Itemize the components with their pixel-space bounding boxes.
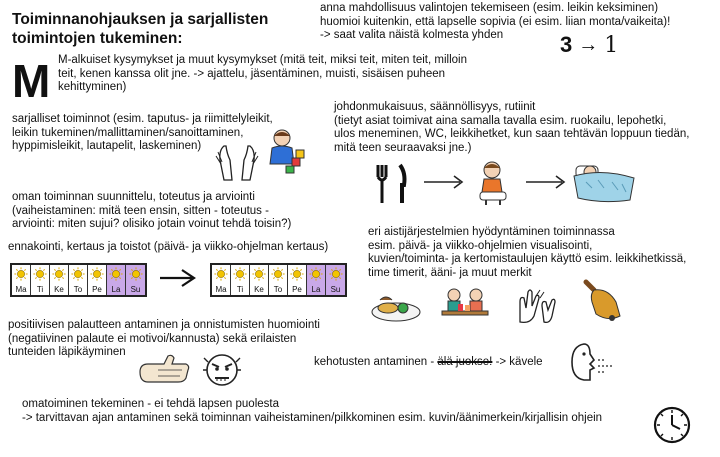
food-plate-icon: [370, 288, 422, 324]
struck-command: älä juokse!: [437, 356, 493, 368]
sun-icon: [329, 267, 343, 281]
day-label: Pe: [292, 285, 302, 294]
day-label: Ti: [236, 285, 244, 294]
sun-icon: [271, 267, 285, 281]
day-cell: [307, 265, 326, 295]
independent-text: omatoiminen tekeminen - ei tehdä lapsen puolesta -> tarvittavan ajan antaminen sekä toiminnan vaiheistaminen/pilkkominen esim. kuvin/äänimerkein/kirjallisin ohjein: [22, 398, 603, 424]
sun-icon: [71, 267, 85, 281]
number-three: 3: [560, 32, 573, 57]
day-label: Ma: [215, 285, 227, 294]
week-schedule-after: [210, 263, 347, 297]
sun-icon: [252, 267, 266, 281]
encouragement-label: kehotusten antaminen -: [314, 356, 438, 368]
sun-icon: [90, 267, 104, 281]
page-title: Toiminnanohjauksen ja sarjallisten toimintojen tukeminen:: [12, 11, 269, 47]
day-label: Ti: [36, 285, 44, 294]
sun-icon: [129, 267, 143, 281]
day-label: Ke: [54, 285, 64, 294]
day-label: La: [111, 285, 121, 294]
day-cell: [288, 265, 307, 295]
day-cell: [50, 265, 69, 295]
day-cell: [269, 265, 288, 295]
day-label: To: [273, 285, 283, 294]
day-label: Pe: [92, 285, 102, 294]
day-cell: [212, 265, 231, 295]
day-label: Ke: [254, 285, 264, 294]
sun-icon: [14, 267, 28, 281]
sun-icon: [52, 267, 66, 281]
day-cell: [250, 265, 269, 295]
letter-m-icon: M: [12, 55, 51, 107]
senses-text: eri aistijärjestelmien hyödyntäminen toiminnassa esim. päivä- ja viikko-ohjelmien visualisointi, kuvien/toiminta- ja kertomistaulujen käyttö esim. leikkihetkissä, time timerit, ääni- ja muut merkit: [368, 226, 687, 279]
m-questions-text: M-alkuiset kysymykset ja muut kysymykset (mitä teit, miksi teit, miten teit, milloin teit, kenen kanssa olit jne. -> ajattelu, jäsentäminen, muisti, sisäisen puheen kehittyminen): [58, 54, 467, 94]
angry-face-icon: [202, 350, 242, 390]
child-playing-blocks-icon: [266, 128, 306, 174]
children-at-table-icon: [440, 285, 490, 325]
serial-activities-text: sarjalliset toiminnot (esim. taputus- ja riimittelyleikit, leikin tukeminen/mallittaminen/sanoittaminen, hyppimisleikit, lautapelit, laskeminen): [12, 113, 273, 153]
child-on-potty-icon: [474, 160, 514, 206]
arrow-right-icon: →: [578, 33, 599, 56]
day-cell: [12, 265, 31, 295]
speaking-face-icon: [568, 340, 616, 384]
day-label: La: [311, 285, 321, 294]
day-cell: [88, 265, 107, 295]
sign-language-hands-icon: [514, 286, 558, 326]
day-label: Su: [330, 285, 341, 294]
sun-icon: [290, 267, 304, 281]
routines-text: johdonmukaisuus, säännöllisyys, rutiinit (tietyt asiat toimivat aina samalla tavalla esim. ruokailu, lepohetki, ulos meneminen, WC, leikkihetket, kun saan tehtävän loppuun tiedän, mitä teen seuraavaksi jne.): [334, 101, 690, 154]
day-cell: [107, 265, 126, 295]
day-cell: [69, 265, 88, 295]
arrow-right-icon: [424, 175, 464, 189]
thumbs-up-icon: [138, 352, 192, 386]
planning-text: oman toiminnan suunnittelu, toteutus ja arviointi (vaiheistaminen: mitä teen ensin, sitten - toteutus - arviointi: miten sujui? olisiko jotain voinut tehdä toisin?): [12, 191, 292, 231]
sun-icon: [33, 267, 47, 281]
arrow-right-icon: [526, 175, 566, 189]
day-label: Ma: [15, 285, 27, 294]
three-to-one: [560, 32, 618, 58]
long-arrow-right-icon: [160, 268, 196, 288]
sun-icon: [309, 267, 323, 281]
encouragement-line: [314, 356, 543, 370]
day-cell: [126, 265, 145, 295]
encouragement-alternative: -> kävele: [492, 356, 543, 368]
clock-icon: [652, 405, 692, 445]
clapping-hands-icon: [212, 142, 262, 182]
child-sleeping-bed-icon: [572, 160, 636, 204]
sun-icon: [233, 267, 247, 281]
fork-knife-icon: [372, 163, 412, 205]
bell-icon: [578, 276, 624, 326]
number-one: 1: [604, 32, 619, 58]
anticipation-text: ennakointi, kertaus ja toistot (päivä- ja viikko-ohjelman kertaus): [8, 241, 329, 253]
week-schedule-before: [10, 263, 147, 297]
choices-text: anna mahdollisuus valintojen tekemiseen (esim. leikin keksiminen) huomioi kuitenkin, että lapselle sopivia (ei esim. liian monta/vaikeita)! -> saat valita näistä kolmesta yhden: [320, 2, 671, 42]
day-label: To: [73, 285, 83, 294]
day-cell: [31, 265, 50, 295]
sun-icon: [109, 267, 123, 281]
day-cell: [231, 265, 250, 295]
day-cell: [326, 265, 345, 295]
feedback-text: positiivisen palautteen antaminen ja onnistumisten huomiointi (negatiivinen palaute ei motivoi/kannusta) sekä erilaisten tunteiden läpikäyminen: [8, 319, 320, 359]
day-label: Su: [130, 285, 141, 294]
sun-icon: [214, 267, 228, 281]
